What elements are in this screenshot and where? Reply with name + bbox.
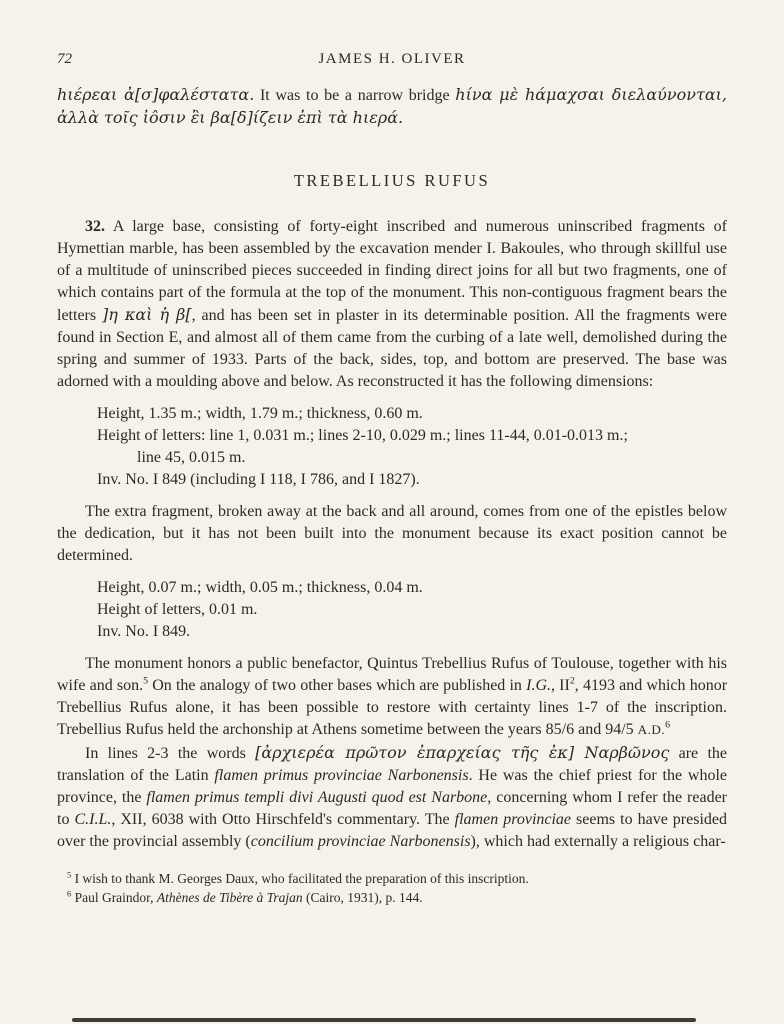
dimension-line-continuation: line 45, 0.015 m. [137,449,246,466]
text-segment: On the analogy of two other bases which are published in [148,677,527,694]
dimension-line: Height, 1.35 m.; width, 1.79 m.; thickness, 0.60 m. [97,405,423,422]
footnote-5 [57,869,727,888]
text-segment: ), which had externally a religious char- [470,833,726,850]
text-segment: . He was the chief priest for the whole province, the [57,767,727,806]
text-segment: are the translation of the Latin [57,745,728,784]
text-segment: seems to have presided over the provincial assembly ( [57,811,728,850]
text-segment: A.D. [637,722,666,737]
paragraph-lines-2-3 [57,742,727,853]
text-segment: (Cairo, 1931), p. 144. [302,890,423,905]
text-segment: flamen provinciae [454,811,572,828]
paragraph-extra-fragment [57,501,727,567]
dimensions-list-2 [97,577,727,643]
text-segment: hίνα μὲ hάμαχσαι διελαύνονται, ἀλλὰ τοῖς ἰôσιν ἒι βα[δ]ίζειν ἐπὶ τὰ hιερά. [57,85,727,127]
text-segment: The monument honors a public benefactor, Quintus Trebellius Rufus of Toulouse, together with his wife and son. [57,655,727,694]
footnote-6 [57,888,727,907]
text-segment: 2 [569,675,575,687]
text-segment: C.I.L. [74,811,112,828]
section-heading: TREBELLIUS RUFUS [293,171,491,190]
running-head: JAMES H. OLIVER [318,51,466,67]
text-segment: , 4193 and which honor Trebellius Rufus alone, it has been possible to restore with certainty lines 1-7 of the inscription. Trebellius Rufus held the archonship at Athens sometime between the years 85/6 and 94/5 [57,677,728,738]
page-header [57,48,727,68]
text-segment: , concerning whom I refer the reader to [57,789,727,828]
text-segment: The extra fragment, broken away at the back and all around, comes from one of the epistles below the dedication, but it has not been built into the monument because its exact position cannot be determined. [57,503,727,564]
text-segment: Athènes de Tibère à Trajan [156,890,303,905]
text-segment: 6 [665,719,671,731]
text-segment: Paul Graindor, [71,890,157,905]
inventory-number-line: Inv. No. I 849 (including I 118, I 786, and I 1827). [97,471,420,488]
inventory-number-line: Inv. No. I 849. [97,623,191,640]
text-segment: A large base, consisting of forty-eight inscribed and numerous uninscribed fragments of Hymettian marble, has been assembled by the excavation mender I. Bakoules, who through skillful use of a multitude of uninscribed pieces succeeded in finding direct joins for all but two fragments, one of which contains part of the formula at the top of the monument. This non-contiguous fragment bears the letters [57,218,727,324]
text-segment: 6 [67,889,72,899]
text-segment: flamen primus provinciae Narbonensis [214,767,469,784]
dimension-line: Height, 0.07 m.; width, 0.05 m.; thickness, 0.04 m. [97,579,423,596]
dimensions-list-1 [97,403,727,491]
text-segment: I wish to thank M. Georges Daux, who facilitated the preparation of this inscription. [71,871,529,886]
text-segment: ]η καὶ ἡ β[ [102,305,192,324]
text-segment: , and has been set in plaster in its determinable position. All the fragments were found in Section E, and almost all of them came from the curbing of a late well, demolished during the spring and summer of 1933. Parts of the back, sides, top, and bottom are preserved. The base was adorned with a moulding above and below. As reconstructed it has the following dimensions: [57,307,728,390]
text-segment: It was to be a narrow bridge [254,87,456,104]
scan-edge-shadow [72,1018,696,1022]
paragraph-continuation [57,84,727,130]
text-segment: I.G. [526,677,551,694]
text-segment: 5 [67,870,72,880]
text-segment: In lines 2-3 the words [85,745,256,762]
text-segment: flamen primus templi divi Augusti quod est Narbone [146,789,488,806]
dimension-line: Height of letters: line 1, 0.031 m.; lines 2-10, 0.029 m.; lines 11-44, 0.01-0.013 m.; [97,427,628,444]
text-segment: concilium provinciae Narbonensis [250,833,471,850]
text-segment: 32. [85,218,105,235]
footnotes-section [57,869,727,907]
text-segment: [ἀρχιερέα πρῶτον ἐπαρχείας τῆς ἐκ] Ναρβῶνος [255,743,670,762]
paragraph-32 [57,216,727,393]
text-segment: 5 [143,675,149,687]
text-segment: , XII, 6038 with Otto Hirschfeld's commentary. The [111,811,455,828]
page-number: 72 [57,51,72,67]
dimension-line: Height of letters, 0.01 m. [97,601,258,618]
paragraph-monument-honors [57,653,727,741]
text-segment: hιέρεαι ἀ[σ]φαλέστατα. [57,85,255,104]
text-segment: , II [551,677,570,694]
